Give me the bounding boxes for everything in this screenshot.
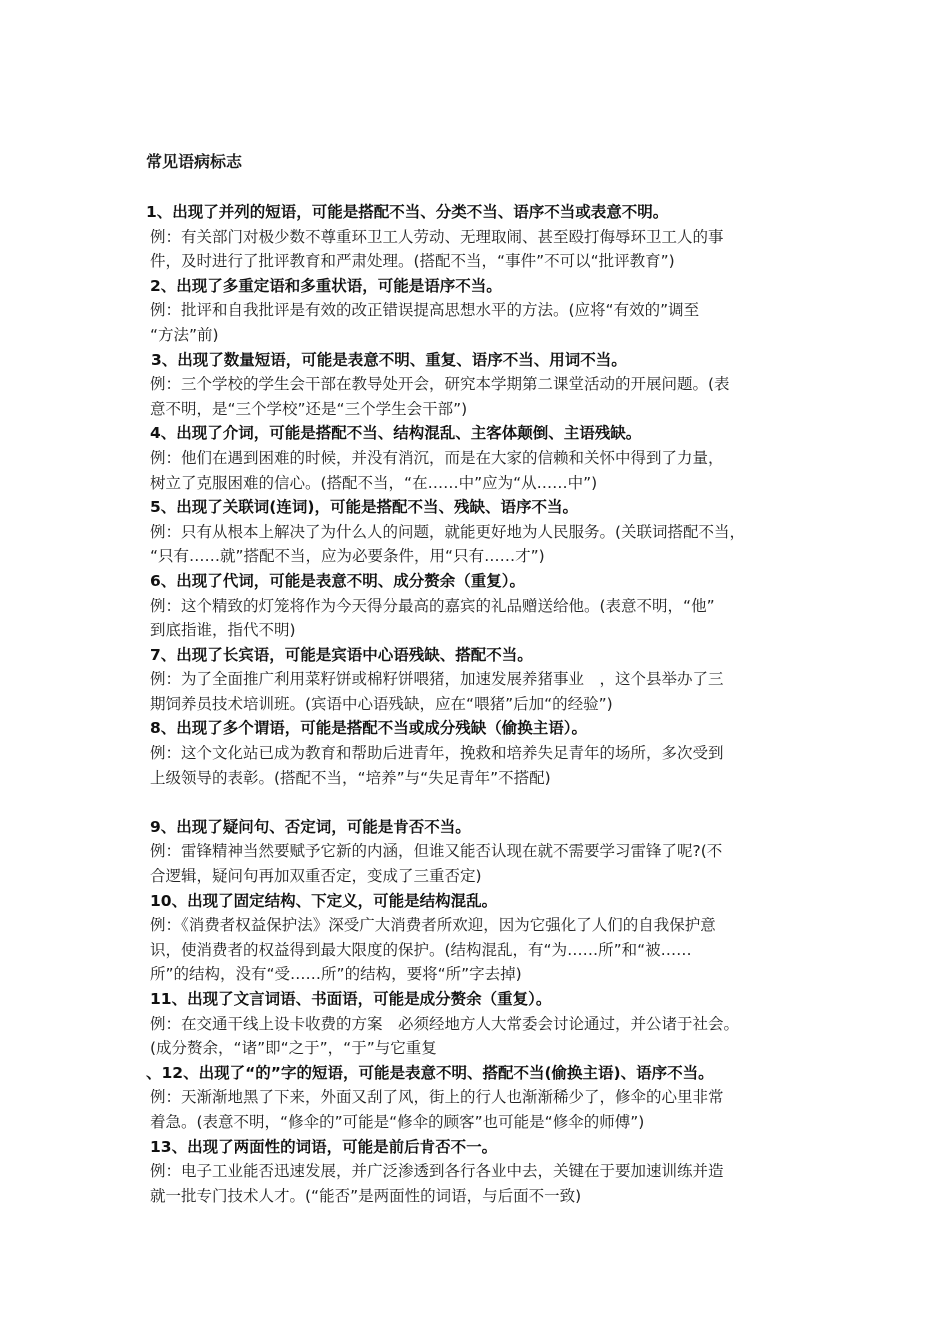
rule-heading-2: 2、出现了多重定语和多重状语，可能是语序不当。 [150,276,502,295]
rule-heading-5: 5、出现了关联词(连词)，可能是搭配不当、残缺、语序不当。 [150,498,578,517]
example-text: 着急。(表意不明，“修伞的”可能是“修伞的顾客”也可能是“修伞的师傅”) [150,1112,645,1131]
rule-heading-7: 7、出现了长宾语，可能是宾语中心语残缺、搭配不当。 [150,645,533,664]
example-text: 例：三个学校的学生会干部在教导处开会，研究本学期第二课堂活动的开展问题。(表 [150,375,730,394]
example-text: “方法”前) [150,325,219,344]
document-body [146,200,826,1208]
rule-heading-4: 4、出现了介词，可能是搭配不当、结构混乱、主客体颠倒、主语残缺。 [150,424,642,443]
example-text: 例：批评和自我批评是有效的改正错误提高思想水平的方法。(应将“有效的”调至 [150,301,700,320]
rule-heading-13: 13、出现了两面性的词语，可能是前后肯否不一。 [150,1137,498,1156]
rule-heading-12: 、12、出现了“的”字的短语，可能是表意不明、搭配不当(偷换主语)、语序不当。 [146,1063,714,1082]
example-text: 例：有关部门对极少数不尊重环卫工人劳动、无理取闹、甚至殴打侮辱环卫工人的事 [150,227,724,246]
example-text: 例：雷锋精神当然要赋予它新的内涵，但谁又能否认现在就不需要学习雷锋了呢?(不 [150,842,723,861]
example-text: 意不明，是“三个学校”还是“三个学生会干部”) [150,399,468,418]
example-text: 例：这个文化站已成为教育和帮助后进青年，挽救和培养失足青年的场所，多次受到 [150,744,724,763]
example-text: “只有……就”搭配不当，应为必要条件，用“只有……才”) [150,547,545,566]
example-text: 件，及时进行了批评教育和严肃处理。(搭配不当，“事件”不可以“批评教育”) [150,252,675,271]
example-text: 树立了克服困难的信心。(搭配不当，“在……中”应为“从……中”) [150,473,598,492]
rule-heading-9: 9、出现了疑问句、否定词，可能是肯否不当。 [150,817,471,836]
example-text: 例：他们在遇到困难的时候，并没有消沉，而是在大家的信赖和关怀中得到了力量， [150,448,724,467]
example-text: 合逻辑，疑问句再加双重否定，变成了三重否定) [150,867,482,886]
rule-heading-1: 1、出现了并列的短语，可能是搭配不当、分类不当、语序不当或表意不明。 [146,203,669,221]
example-text: 例：只有从根本上解决了为什么人的问题，就能更好地为人民服务。(关联词搭配不当， [150,522,746,541]
rule-heading-10: 10、出现了固定结构、下定义，可能是结构混乱。 [150,891,498,910]
rule-heading-6: 6、出现了代词，可能是表意不明、成分赘余（重复）。 [150,571,526,590]
example-text: 识，使消费者的权益得到最大限度的保护。(结构混乱，有“为……所”和“被…… [150,940,692,959]
example-text: 例：天渐渐地黑了下来，外面又刮了风，街上的行人也渐渐稀少了，修伞的心里非常 [150,1088,724,1107]
example-text: 期饲养员技术培训班。(宾语中心语残缺，应在“喂猪”后加“的经验”) [150,694,613,713]
example-text: 例：这个精致的灯笼将作为今天得分最高的嘉宾的礼品赠送给他。(表意不明，“他” [150,596,715,615]
rule-heading-11: 11、出现了文言词语、书面语，可能是成分赘余（重复）。 [150,990,552,1008]
example-text: 上级领导的表彰。(搭配不当，“培养”与“失足青年”不搭配) [150,768,551,787]
rule-heading-3: 3、出现了数量短语，可能是表意不明、重复、语序不当、用词不当。 [151,350,627,369]
example-text: 例：电子工业能否迅速发展，并广泛渗透到各行各业中去，关键在于要加速训练并造 [150,1162,724,1181]
example-text: 就一批专门技术人才。(“能否”是两面性的词语，与后面不一致) [150,1186,582,1205]
example-text: (成分赘余，“诸”即“之于”，“于”与它重复 [150,1039,437,1058]
document-title: 常见语病标志 [146,152,243,171]
example-text: 例：《消费者权益保护法》深受广大消费者所欢迎，因为它强化了人们的自我保护意 [150,916,716,935]
example-text: 例：在交通干线上设卡收费的方案 必须经地方人大常委会讨论通过，并公诸于社会。 [150,1014,740,1033]
rule-heading-8: 8、出现了多个谓语，可能是搭配不当或成分残缺（偷换主语）。 [150,719,588,738]
example-text: 例：为了全面推广利用菜籽饼或棉籽饼喂猪，加速发展养猪事业 ，这个县举办了三 [150,670,724,689]
example-text: 所”的结构，没有“受……所”的结构，要将“所”字去掉) [150,965,522,984]
blank-line [146,790,826,815]
example-text: 到底指谁，指代不明) [150,621,296,640]
